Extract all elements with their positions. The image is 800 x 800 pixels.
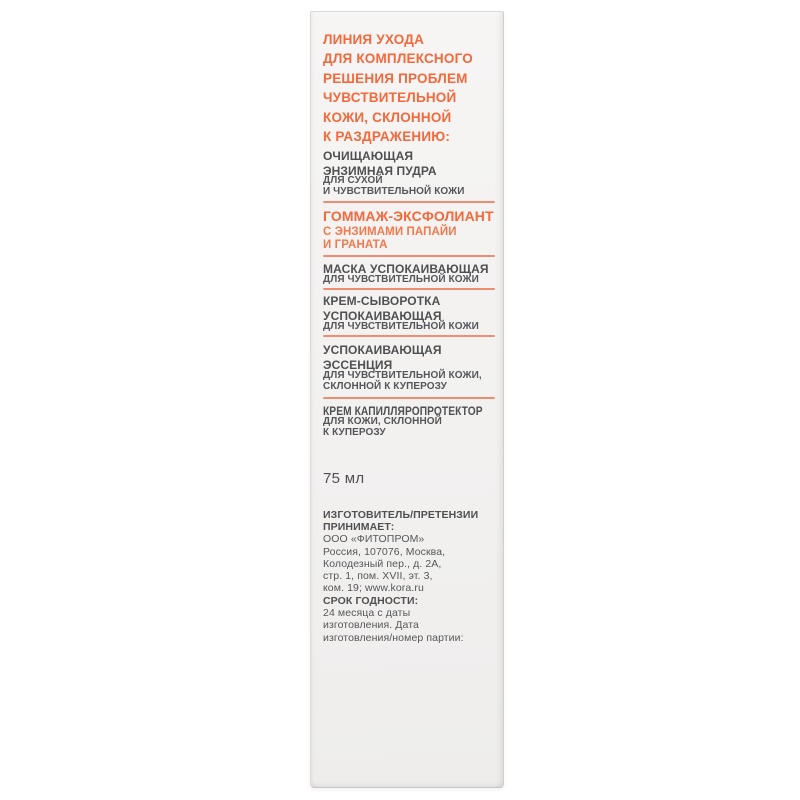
header-line: К РАЗДРАЖЕНИЮ: — [323, 129, 451, 145]
shelf-life-line: изготовления. Дата — [323, 619, 419, 632]
care-line-header — [323, 30, 473, 146]
header-line: РЕШЕНИЯ ПРОБЛЕМ — [323, 70, 468, 86]
product-title-line: МАСКА УСПОКАИВАЮЩАЯ — [323, 262, 489, 276]
product-subtitle-line: ДЛЯ ЧУВСТВИТЕЛЬНОЙ КОЖИ — [323, 321, 479, 332]
shelf-life-info — [323, 595, 464, 644]
manufacturer-line: ПРИНИМАЕТ: — [323, 521, 395, 534]
product-subtitle-line: С ЭНЗИМАМИ ПАПАЙИ — [323, 226, 457, 238]
manufacturer-line: Колодезный пер., д. 2А, — [323, 557, 442, 570]
manufacturer-line: ком. 19; www.kora.ru — [323, 582, 424, 595]
product-title-line: ГОММАЖ-ЭКСФОЛИАНТ — [323, 208, 494, 224]
product-subtitle-mask — [323, 275, 479, 286]
product-title-line: УСПОКАИВАЮЩАЯ — [323, 308, 442, 323]
product-subtitle-enzyme-powder — [323, 176, 465, 198]
product-title-gommage — [323, 208, 494, 224]
product-subtitle-line: ДЛЯ СУХОЙ — [323, 175, 383, 186]
manufacturer-line: ООО «ФИТОПРОМ» — [323, 533, 425, 546]
manufacturer-line: стр. 1, пом. XVII, эт. 3, — [323, 570, 433, 583]
product-subtitle-line: К КУПЕРОЗУ — [323, 426, 386, 438]
product-subtitle-cream-serum — [323, 322, 479, 333]
divider — [323, 288, 495, 290]
product-subtitle-line: И ЧУВСТВИТЕЛЬНОЙ КОЖИ — [323, 185, 465, 197]
manufacturer-line: Россия, 107076, Москва, — [323, 545, 446, 558]
divider — [323, 397, 495, 399]
product-title-line: ЭНЗИМНАЯ ПУДРА — [323, 163, 437, 178]
product-title-essence — [323, 343, 442, 372]
divider — [323, 255, 495, 257]
product-title-cream-serum — [323, 294, 442, 323]
product-box — [310, 11, 504, 788]
product-subtitle-line: ДЛЯ ЧУВСТВИТЕЛЬНОЙ КОЖИ — [323, 274, 479, 285]
divider — [323, 335, 495, 337]
shelf-life-line: СРОК ГОДНОСТИ: — [323, 595, 419, 607]
product-title-line: ЭССЕНЦИЯ — [323, 357, 393, 372]
product-subtitle-line: СКЛОННОЙ К КУПЕРОЗУ — [323, 380, 447, 392]
product-subtitle-line: ДЛЯ ЧУВСТВИТЕЛЬНОЙ КОЖИ, — [323, 370, 482, 381]
manufacturer-info — [323, 509, 478, 594]
divider — [323, 201, 495, 203]
product-subtitle-line: И ГРАНАТА — [323, 239, 388, 252]
product-subtitle-essence — [323, 371, 482, 393]
header-line: ЛИНИЯ УХОДА — [323, 32, 425, 47]
product-title-enzyme-powder — [323, 149, 437, 178]
volume-label: 75 мл — [323, 470, 365, 487]
header-line: ЧУВСТВИТЕЛЬНОЙ — [323, 90, 457, 106]
header-line: ДЛЯ КОМПЛЕКСНОГО — [323, 51, 473, 67]
product-title-line: КРЕМ КАПИЛЛЯРОПРОТЕКТОР — [323, 404, 483, 418]
shelf-life-line: изготовления/номер партии: — [323, 631, 464, 644]
product-title-line: УСПОКАИВАЮЩАЯ — [323, 343, 442, 357]
product-title-line: КРЕМ-СЫВОРОТКА — [323, 294, 441, 308]
header-line: КОЖИ, СКЛОННОЙ — [323, 109, 452, 125]
manufacturer-line: ИЗГОТОВИТЕЛЬ/ПРЕТЕНЗИИ — [323, 509, 479, 521]
product-subtitle-line: ДЛЯ КОЖИ, СКЛОННОЙ — [323, 416, 442, 427]
product-title-line: ОЧИЩАЮЩАЯ — [323, 149, 414, 163]
shelf-life-line: 24 месяца с даты — [323, 607, 411, 620]
product-subtitle-capillary-cream — [323, 417, 442, 439]
product-subtitle-gommage — [323, 226, 457, 252]
